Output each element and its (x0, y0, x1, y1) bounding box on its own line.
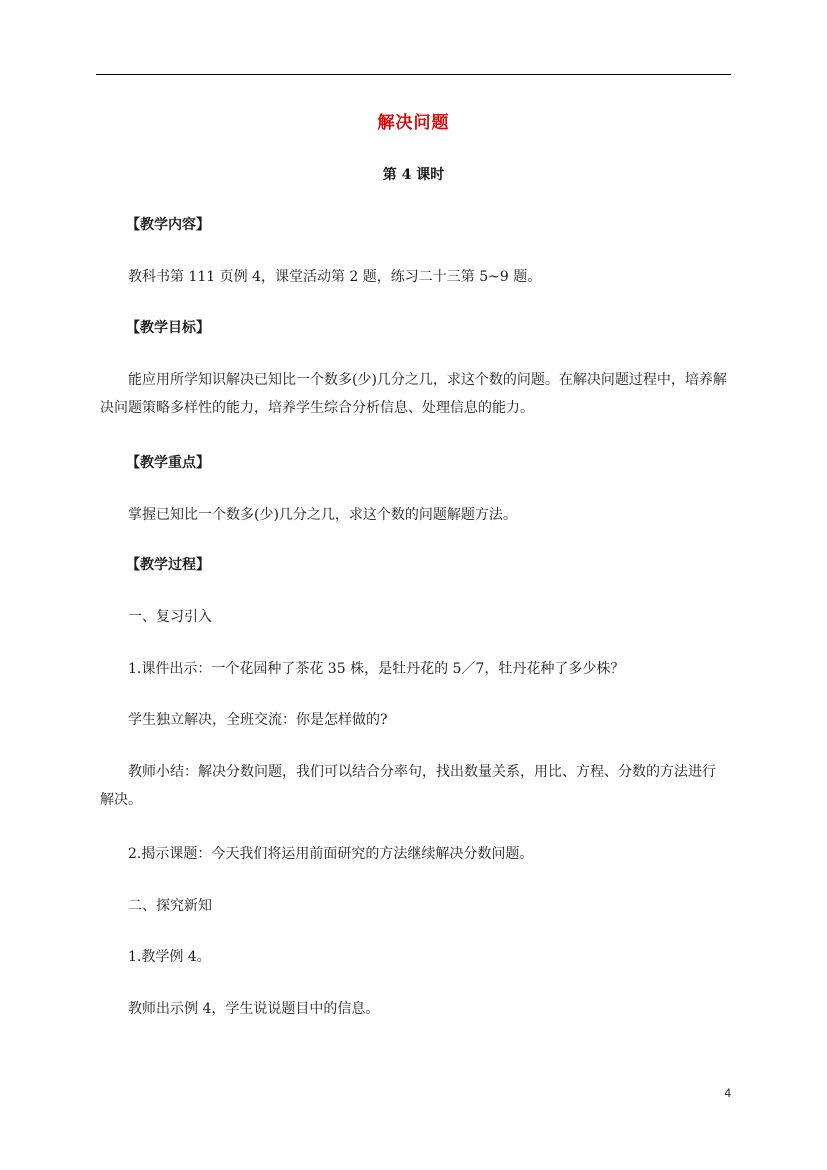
page-number: 4 (724, 1086, 731, 1100)
step-one-item-2: 2.揭示课题：今天我们将运用前面研究的方法继续解决分数问题。 (128, 846, 534, 862)
section-heading-process: 【教学过程】 (126, 557, 210, 573)
section-heading-key: 【教学重点】 (126, 455, 210, 471)
step-two-heading: 二、探究新知 (128, 898, 212, 914)
step-one-item-1: 1.课件出示：一个花园种了茶花 35 株，是牡丹花的 5／7，牡丹花种了多少株？ (128, 661, 625, 677)
key-paragraph: 掌握已知比一个数多(少)几分之几，求这个数的问题解题方法。 (128, 507, 517, 523)
step-one-item-1-note: 学生独立解决，全班交流：你是怎样做的? (128, 712, 388, 728)
step-two-item-1: 1.教学例 4。 (128, 949, 211, 965)
lesson-subtitle: 第 4 课时 (382, 167, 445, 183)
section-heading-content: 【教学内容】 (126, 217, 210, 233)
section-heading-goal: 【教学目标】 (126, 320, 210, 336)
header-rule (96, 74, 731, 75)
page-title: 解决问题 (377, 113, 450, 133)
step-one-heading: 一、复习引入 (128, 609, 212, 625)
step-two-item-1-note: 教师出示例 4，学生说说题目中的信息。 (128, 1001, 380, 1017)
content-paragraph: 教科书第 111 页例 4，课堂活动第 2 题，练习二十三第 5~9 题。 (128, 269, 542, 285)
teacher-summary: 教师小结：解决分数问题，我们可以结合分率句，找出数量关系，用比、方程、分数的方法进行解决。 (100, 764, 716, 808)
goal-paragraph: 能应用所学知识解决已知比一个数多(少)几分之几，求这个数的问题。在解决问题过程中，培养解决问题策略多样性的能力，培养学生综合分析信息、处理信息的能力。 (100, 372, 727, 416)
